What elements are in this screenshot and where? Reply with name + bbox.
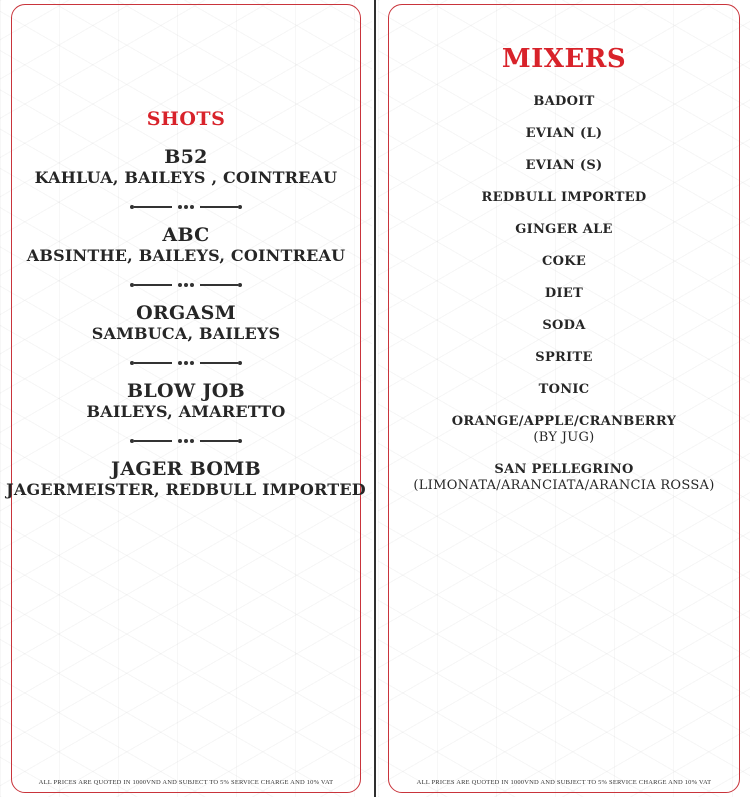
mixers-content [378,44,750,494]
item-name: ORGASM [136,302,236,324]
mixers-panel [378,0,750,797]
list-item [378,462,750,494]
menu-item [0,458,372,500]
mixers-title: MIXERS [501,44,627,74]
list-item: TONIC [538,382,590,397]
item-name: ABC [162,224,210,246]
list-item: EVIAN (S) [525,158,603,173]
item-name: JAGER BOMB [111,458,261,480]
center-divider [374,0,376,797]
mixer-note: (LIMONATA/ARANCIATA/ARANCIA ROSSA) [413,478,715,493]
item-name: B52 [164,146,208,168]
mixer-name: ORANGE/APPLE/CRANBERRY [451,414,677,429]
ornament-divider [0,280,372,290]
shots-content [0,108,372,500]
list-item: SPRITE [535,350,593,365]
ornament-divider [0,202,372,212]
mixer-note: (BY JUG) [533,430,595,445]
list-item: REDBULL IMPORTED [481,190,647,205]
list-item [378,414,750,462]
list-item: BADOIT [533,94,595,109]
ornament-divider [0,358,372,368]
list-item: COKE [541,254,587,269]
list-item: DIET [544,286,584,301]
item-desc: BAILEYS, AMARETTO [86,402,286,421]
ornament-divider [0,436,372,446]
menu-item [0,224,372,266]
price-footnote: ALL PRICES ARE QUOTED IN 1000VND AND SUBJECT TO 5% SERVICE CHARGE AND 10% VAT [38,779,334,786]
price-footnote: ALL PRICES ARE QUOTED IN 1000VND AND SUBJECT TO 5% SERVICE CHARGE AND 10% VAT [416,779,712,786]
list-item: EVIAN (L) [525,126,603,141]
item-desc: SAMBUCA, BAILEYS [91,324,281,343]
shots-panel [0,0,372,797]
menu-item [0,302,372,344]
list-item: GINGER ALE [515,222,613,237]
menu-item [0,380,372,422]
item-desc: JAGERMEISTER, REDBULL IMPORTED [6,480,366,499]
list-item: SODA [542,318,586,333]
mixer-name: SAN PELLEGRINO [494,462,634,477]
shots-title: SHOTS [146,108,226,130]
item-desc: ABSINTHE, BAILEYS, COINTREAU [26,246,346,265]
menu-item [0,146,372,188]
item-name: BLOW JOB [127,380,245,402]
item-desc: KAHLUA, BAILEYS , COINTREAU [34,168,338,187]
mixers-list [378,94,750,494]
